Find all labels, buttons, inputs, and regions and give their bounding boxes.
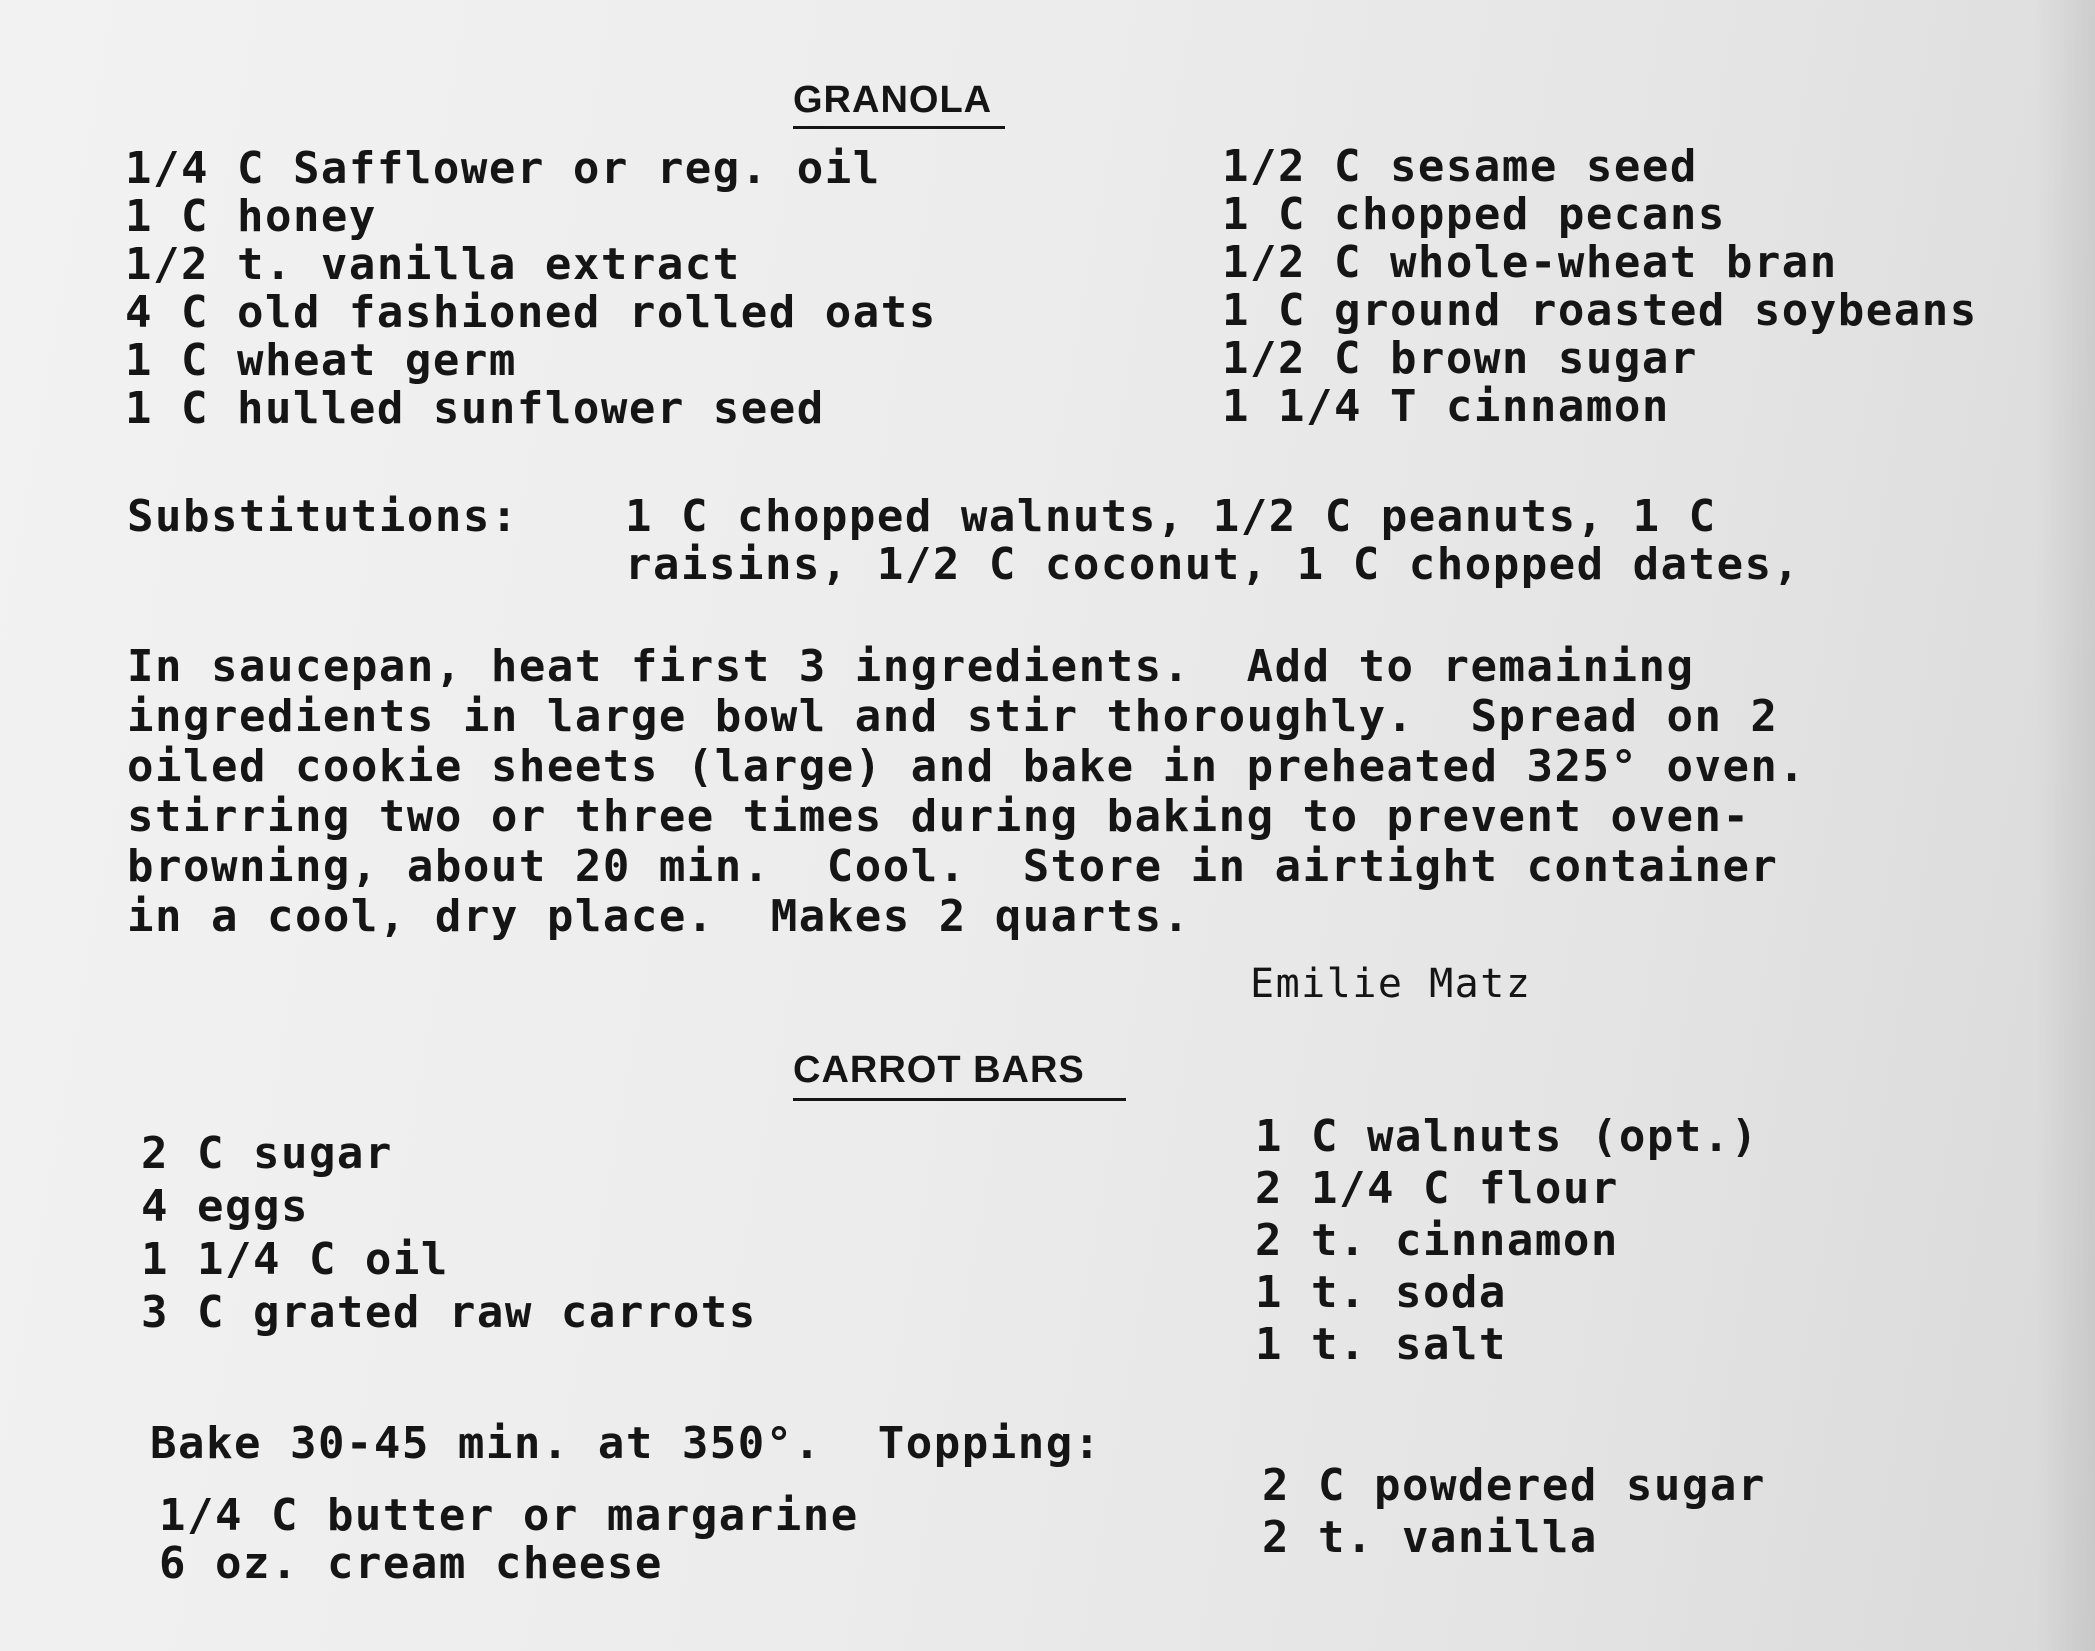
granola-ingredient-right: 1/2 C whole-wheat bran — [1222, 237, 1838, 288]
granola-ingredient-left: 4 C old fashioned rolled oats — [125, 287, 937, 338]
carrot-ingredient-left: 3 C grated raw carrots — [141, 1287, 757, 1338]
granola-title: GRANOLA — [793, 79, 993, 121]
granola-directions-line: In saucepan, heat first 3 ingredients. Add to remaining — [127, 641, 1695, 692]
granola-directions-line: browning, about 20 min. Cool. Store in airtight container — [127, 841, 1779, 892]
substitutions-line: 1 C chopped walnuts, 1/2 C peanuts, 1 C — [625, 491, 1717, 542]
granola-directions-line: ingredients in large bowl and stir thoroughly. Spread on 2 — [127, 691, 1779, 742]
page-edge-shadow — [2035, 0, 2095, 1651]
granola-ingredient-right: 1 C chopped pecans — [1222, 189, 1726, 240]
granola-ingredient-right: 1 C ground roasted soybeans — [1222, 285, 1978, 336]
granola-ingredient-left: 1/2 t. vanilla extract — [125, 239, 741, 290]
granola-ingredient-left: 1 C honey — [125, 191, 377, 242]
granola-directions-line: oiled cookie sheets (large) and bake in preheated 325° oven. — [127, 741, 1807, 792]
granola-ingredient-right: 1/2 C sesame seed — [1222, 141, 1698, 192]
granola-ingredient-left: 1 C hulled sunflower seed — [125, 383, 825, 434]
granola-ingredient-left: 1/4 C Safflower or reg. oil — [125, 143, 881, 194]
granola-ingredient-left: 1 C wheat germ — [125, 335, 517, 386]
granola-directions-line: in a cool, dry place. Makes 2 quarts. — [127, 891, 1191, 942]
carrot-topping-right: 2 t. vanilla — [1262, 1512, 1598, 1563]
carrot-ingredient-right: 1 t. soda — [1255, 1267, 1507, 1318]
substitutions-label: Substitutions: — [127, 491, 519, 542]
carrot-topping-right: 2 C powdered sugar — [1262, 1460, 1766, 1511]
granola-title-underline — [793, 126, 1005, 129]
carrot-bake-line: Bake 30-45 min. at 350°. Topping: — [150, 1418, 1102, 1469]
granola-directions-line: stirring two or three times during baking to prevent oven- — [127, 791, 1751, 842]
carrot-topping-left: 1/4 C butter or margarine — [159, 1490, 859, 1541]
carrot-ingredient-left: 2 C sugar — [141, 1128, 393, 1179]
carrot-bars-title-underline — [793, 1098, 1126, 1101]
carrot-ingredient-left: 4 eggs — [141, 1181, 309, 1232]
granola-ingredient-right: 1 1/4 T cinnamon — [1222, 381, 1670, 432]
carrot-ingredient-right: 2 t. cinnamon — [1255, 1215, 1619, 1266]
carrot-bars-title: CARROT BARS — [793, 1049, 1085, 1091]
carrot-ingredient-right: 2 1/4 C flour — [1255, 1163, 1619, 1214]
carrot-topping-left: 6 oz. cream cheese — [159, 1538, 663, 1589]
carrot-ingredient-right: 1 t. salt — [1255, 1319, 1507, 1370]
carrot-ingredient-right: 1 C walnuts (opt.) — [1255, 1111, 1759, 1162]
granola-author: Emilie Matz — [1250, 961, 1532, 1007]
carrot-ingredient-left: 1 1/4 C oil — [141, 1234, 449, 1285]
granola-ingredient-right: 1/2 C brown sugar — [1222, 333, 1698, 384]
substitutions-line: raisins, 1/2 C coconut, 1 C chopped dates, — [625, 539, 1801, 590]
